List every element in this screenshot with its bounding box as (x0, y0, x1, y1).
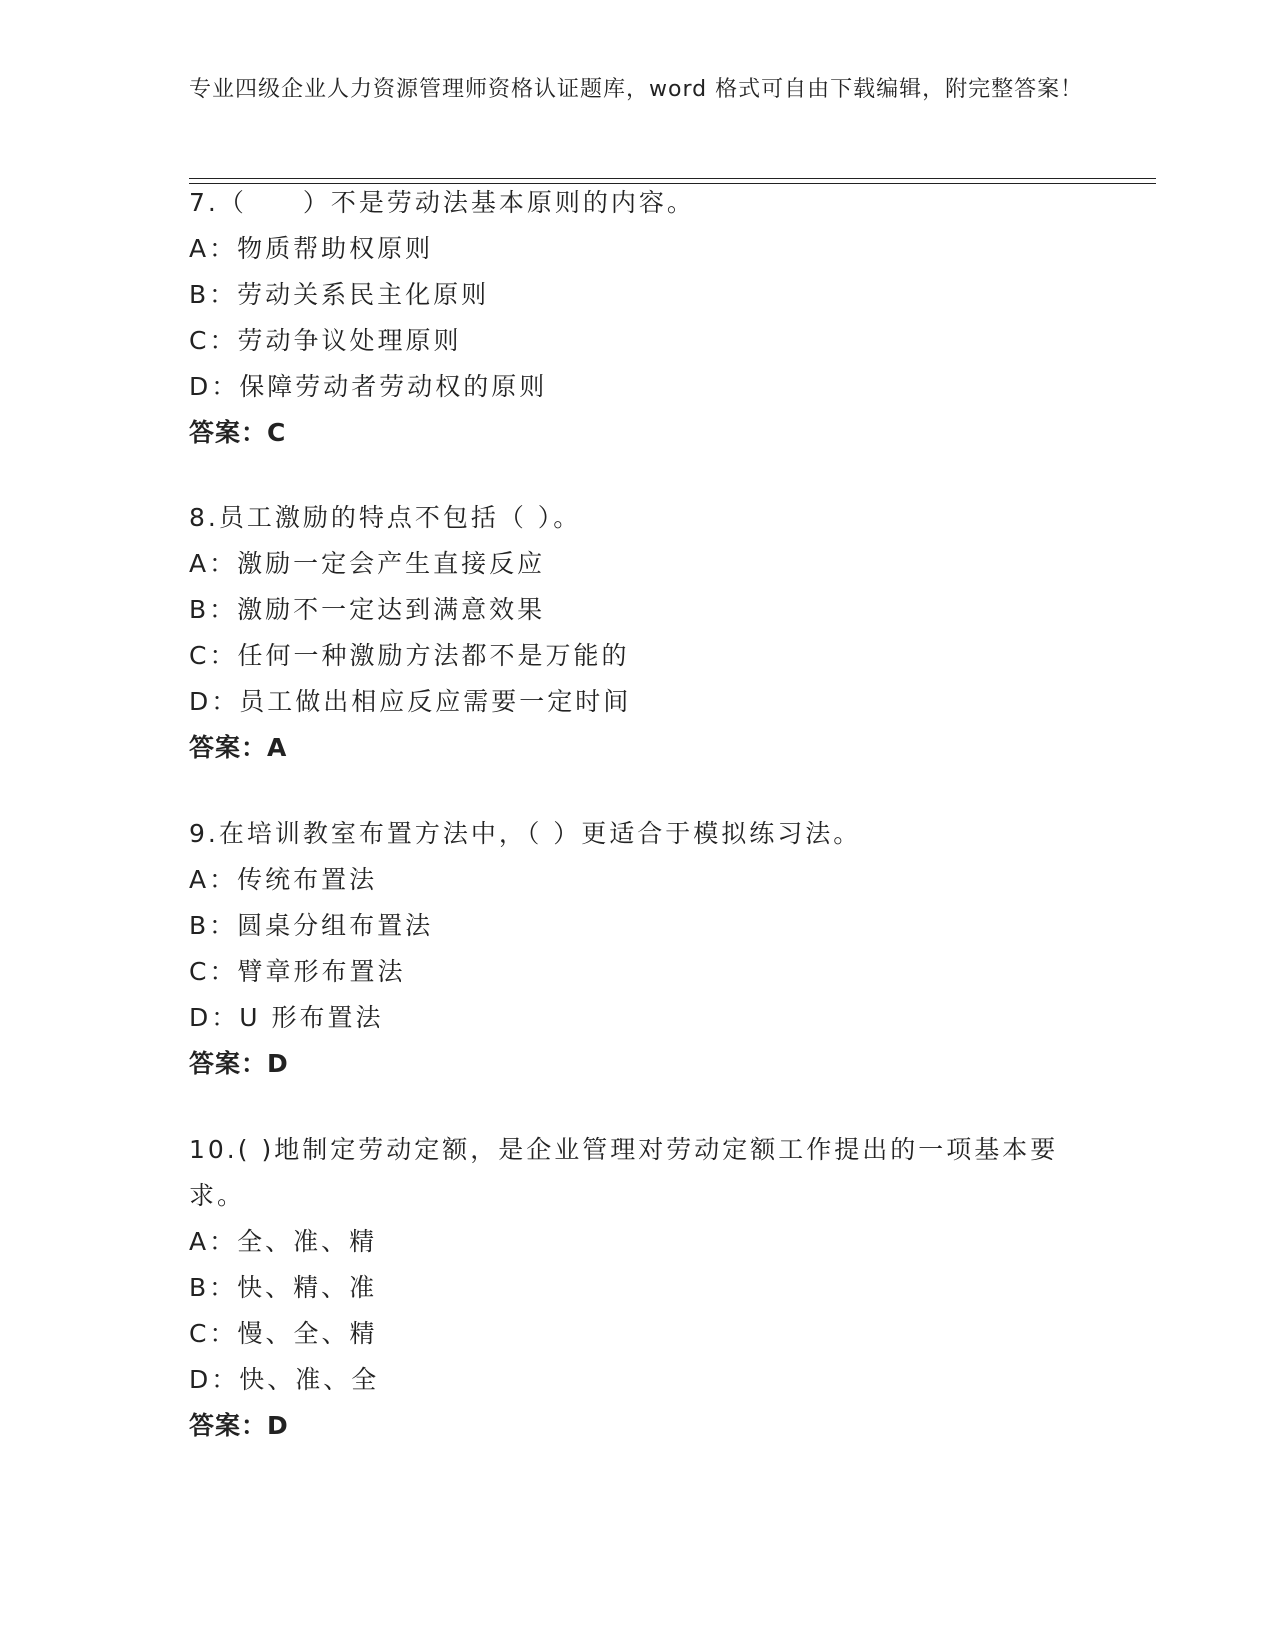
option-d: D：快、准、全 (189, 1365, 380, 1394)
header-divider-top (189, 178, 1156, 179)
answer-line: 答案：C (189, 418, 287, 447)
option-a: A：全、准、精 (189, 1227, 378, 1256)
answer-line: 答案：D (189, 1049, 289, 1078)
option-a: A：物质帮助权原则 (189, 234, 434, 263)
question-9 (189, 811, 1089, 1087)
question-8 (189, 495, 1089, 771)
question-stem: 9.在培训教室布置方法中，（ ）更适合于模拟练习法。 (189, 819, 862, 848)
option-b: B：快、精、准 (189, 1273, 378, 1302)
option-c: C：慢、全、精 (189, 1319, 378, 1348)
document-header: 专业四级企业人力资源管理师资格认证题库，word 格式可自由下载编辑，附完整答案！ (189, 77, 1084, 102)
question-7 (189, 180, 1089, 456)
question-stem: 8.员工激励的特点不包括（ ）。 (189, 503, 582, 532)
option-c: C：臂章形布置法 (189, 957, 406, 986)
question-stem: 10.( )地制定劳动定额，是企业管理对劳动定额工作提出的一项基本要求。 (189, 1135, 1059, 1210)
question-10 (189, 1127, 1089, 1449)
question-stem: 7.（ ）不是劳动法基本原则的内容。 (189, 188, 695, 217)
option-b: B：激励不一定达到满意效果 (189, 595, 546, 624)
option-c: C：任何一种激励方法都不是万能的 (189, 641, 630, 670)
option-d: D：U 形布置法 (189, 1003, 384, 1032)
answer-line: 答案：D (189, 1411, 289, 1440)
option-a: A：传统布置法 (189, 865, 378, 894)
option-d: D：保障劳动者劳动权的原则 (189, 372, 548, 401)
option-c: C：劳动争议处理原则 (189, 326, 462, 355)
option-d: D：员工做出相应反应需要一定时间 (189, 687, 632, 716)
option-b: B：圆桌分组布置法 (189, 911, 434, 940)
answer-line: 答案：A (189, 733, 288, 762)
option-b: B：劳动关系民主化原则 (189, 280, 490, 309)
option-a: A：激励一定会产生直接反应 (189, 549, 546, 578)
